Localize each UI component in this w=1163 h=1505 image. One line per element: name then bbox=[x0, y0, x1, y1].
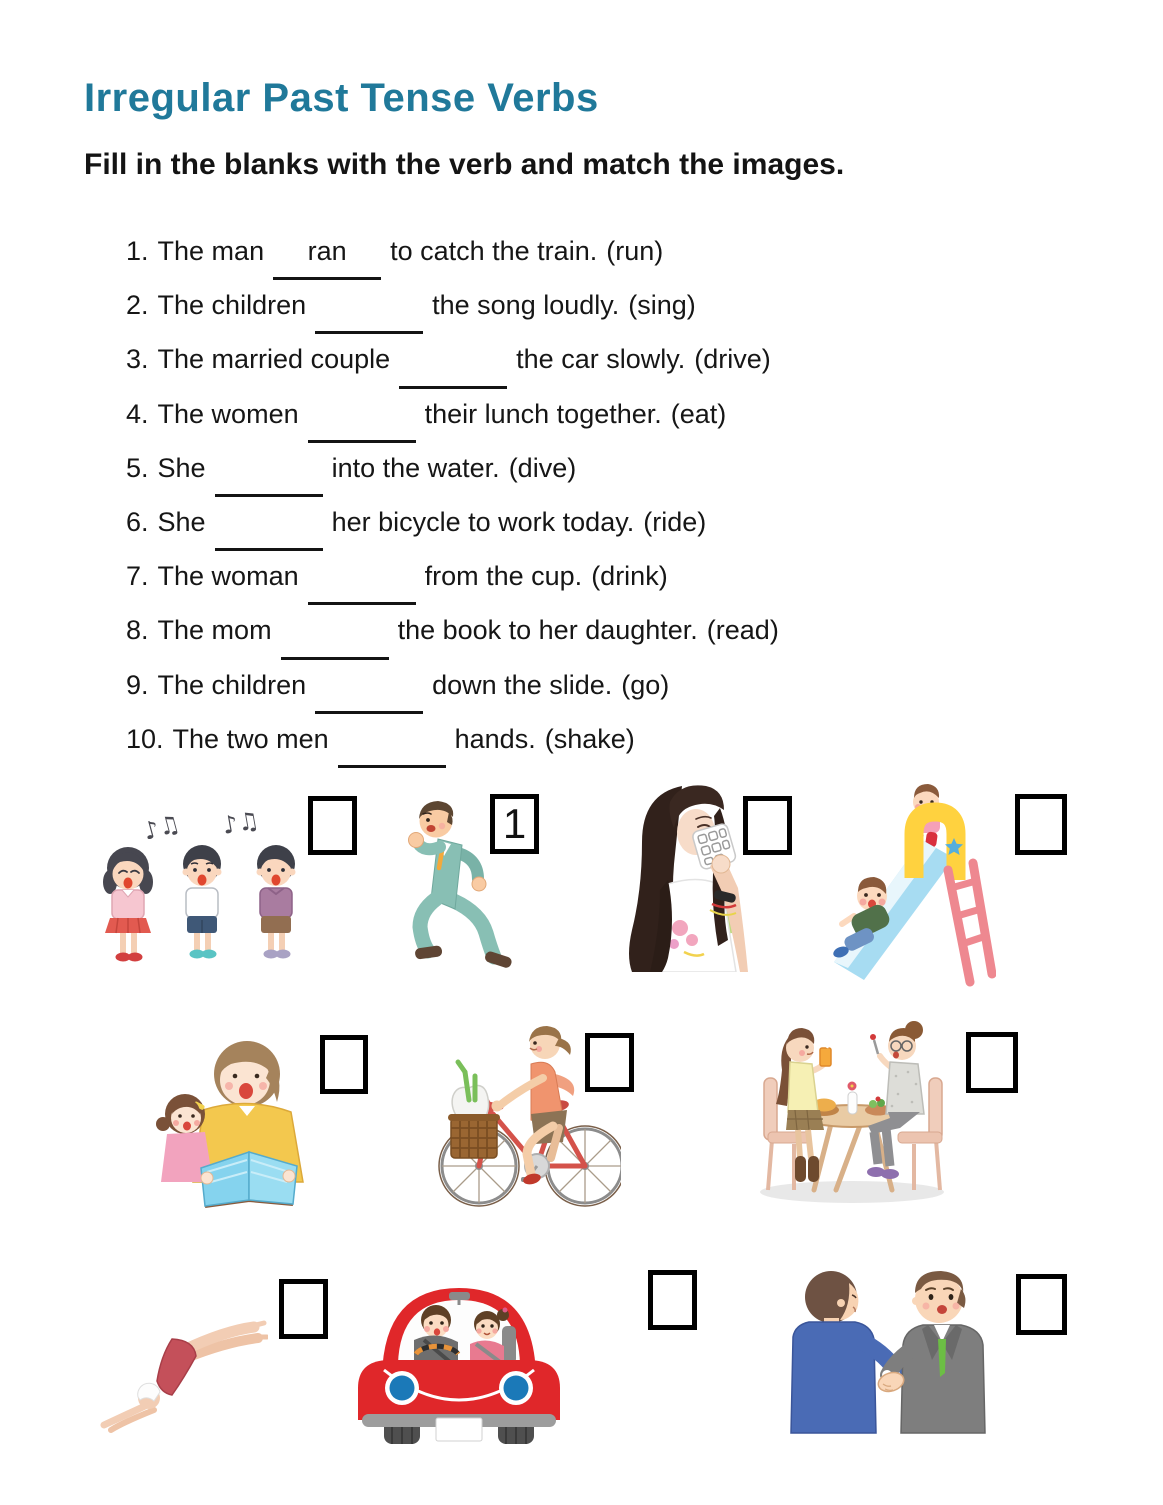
verb-hint: (drink) bbox=[591, 561, 668, 592]
license-plate bbox=[436, 1418, 482, 1441]
answer-text bbox=[388, 724, 396, 754]
instructions: Fill in the blanks with the verb and match the images. bbox=[84, 148, 845, 181]
verb-hint: (dive) bbox=[508, 452, 577, 483]
singing-boy-purple-sweater bbox=[257, 845, 296, 959]
question-6 bbox=[126, 497, 779, 551]
question-number: 4. bbox=[126, 398, 149, 429]
question-text-pre: The married couple bbox=[157, 344, 391, 375]
singing-girl bbox=[103, 847, 153, 962]
question-text-post: their lunch together. bbox=[424, 398, 662, 429]
questions-list bbox=[126, 226, 779, 768]
verb-hint: (go) bbox=[621, 669, 670, 700]
answer-blank-1[interactable] bbox=[273, 226, 381, 280]
question-text-post: her bicycle to work today. bbox=[331, 507, 635, 538]
match-box-2[interactable] bbox=[490, 794, 539, 854]
match-box-3[interactable] bbox=[743, 796, 792, 855]
slide-ladder bbox=[948, 863, 992, 982]
answer-text bbox=[365, 290, 373, 320]
question-number: 5. bbox=[126, 452, 149, 483]
music-notes-icon: ♪♫ bbox=[140, 809, 184, 846]
answer-text bbox=[331, 615, 339, 645]
answer-blank-8[interactable] bbox=[281, 605, 389, 659]
man-gray-suit bbox=[882, 1271, 985, 1433]
women-eating-image bbox=[750, 1006, 956, 1210]
question-5 bbox=[126, 443, 779, 497]
match-box-8[interactable] bbox=[279, 1279, 328, 1339]
men-handshake-image bbox=[779, 1263, 995, 1435]
man-blue-sweater bbox=[791, 1271, 900, 1433]
question-text-pre: The women bbox=[157, 398, 299, 429]
verb-hint: (shake) bbox=[544, 723, 635, 754]
children-slide-image bbox=[830, 776, 996, 990]
music-notes-icon: ♪♫ bbox=[220, 805, 262, 840]
woman-drinking-image bbox=[622, 780, 748, 972]
children-singing-image bbox=[90, 798, 314, 986]
answer-text: ran bbox=[307, 236, 347, 266]
match-box-1[interactable] bbox=[308, 796, 357, 855]
answer-text bbox=[358, 399, 366, 429]
answer-blank-9[interactable] bbox=[315, 660, 423, 714]
answer-text bbox=[358, 561, 366, 591]
question-text-pre: The mom bbox=[157, 615, 272, 646]
question-text-post: from the cup. bbox=[424, 561, 583, 592]
illustration-couple-car bbox=[354, 1268, 564, 1450]
match-box-6[interactable] bbox=[585, 1033, 634, 1092]
answer-text bbox=[265, 453, 273, 483]
question-number: 1. bbox=[126, 236, 149, 266]
verb-hint: (run) bbox=[606, 236, 664, 266]
answer-blank-6[interactable] bbox=[215, 497, 323, 551]
question-10 bbox=[126, 714, 779, 768]
answer-text bbox=[265, 507, 273, 537]
answer-blank-7[interactable] bbox=[308, 551, 416, 605]
answer-text bbox=[365, 670, 373, 700]
question-number: 3. bbox=[126, 344, 149, 375]
answer-blank-3[interactable] bbox=[399, 334, 507, 388]
question-3 bbox=[126, 334, 779, 388]
question-number: 7. bbox=[126, 561, 149, 592]
question-text-post: the car slowly. bbox=[516, 344, 686, 375]
woman-diving-image bbox=[84, 1298, 268, 1436]
verb-hint: (sing) bbox=[628, 290, 696, 321]
match-box-value: 1 bbox=[502, 800, 527, 847]
question-text-pre: The man bbox=[157, 236, 265, 266]
illustration-mother-reading bbox=[147, 1030, 315, 1212]
verb-hint: (ride) bbox=[643, 507, 707, 538]
illustration-children-singing bbox=[90, 798, 314, 986]
verb-hint: (drive) bbox=[694, 344, 771, 375]
answer-blank-4[interactable] bbox=[308, 389, 416, 443]
question-number: 8. bbox=[126, 615, 149, 646]
illustration-women-eating bbox=[750, 1006, 956, 1210]
question-text-pre: The woman bbox=[157, 561, 299, 592]
illustration-children-slide bbox=[830, 776, 996, 990]
mother-reading-image bbox=[147, 1030, 315, 1212]
question-text-pre: The two men bbox=[172, 723, 329, 754]
question-number: 2. bbox=[126, 290, 149, 321]
question-9 bbox=[126, 660, 779, 714]
question-text-post: into the water. bbox=[331, 452, 500, 483]
question-text-pre: She bbox=[157, 452, 206, 483]
question-text-pre: The children bbox=[157, 290, 307, 321]
question-text-post: to catch the train. bbox=[390, 236, 598, 266]
verb-hint: (read) bbox=[706, 615, 779, 646]
answer-text bbox=[449, 344, 457, 374]
answer-blank-2[interactable] bbox=[315, 280, 423, 334]
question-text-post: down the slide. bbox=[432, 669, 613, 700]
match-box-5[interactable] bbox=[320, 1035, 368, 1094]
question-text-post: the song loudly. bbox=[432, 290, 620, 321]
singing-boy-white-shirt bbox=[183, 845, 222, 959]
match-box-10[interactable] bbox=[1016, 1274, 1067, 1335]
illustration-woman-drinking bbox=[622, 780, 748, 972]
question-7 bbox=[126, 551, 779, 605]
question-2 bbox=[126, 280, 779, 334]
answer-blank-5[interactable] bbox=[215, 443, 323, 497]
question-number: 10. bbox=[126, 723, 164, 754]
match-box-4[interactable] bbox=[1015, 794, 1067, 855]
question-8 bbox=[126, 605, 779, 659]
question-number: 6. bbox=[126, 507, 149, 538]
match-box-9[interactable] bbox=[648, 1270, 697, 1330]
match-box-7[interactable] bbox=[966, 1032, 1018, 1093]
question-number: 9. bbox=[126, 669, 149, 700]
question-4 bbox=[126, 389, 779, 443]
answer-blank-10[interactable] bbox=[338, 714, 446, 768]
question-text-post: the book to her daughter. bbox=[397, 615, 698, 646]
question-1 bbox=[126, 226, 779, 280]
verb-hint: (eat) bbox=[670, 398, 727, 429]
question-text-post: hands. bbox=[454, 723, 536, 754]
question-text-pre: She bbox=[157, 507, 206, 538]
couple-car-image bbox=[354, 1268, 564, 1450]
page-title: Irregular Past Tense Verbs bbox=[84, 76, 599, 120]
illustration-woman-diving bbox=[84, 1298, 268, 1436]
illustration-men-handshake bbox=[779, 1263, 995, 1435]
question-text-pre: The children bbox=[157, 669, 307, 700]
